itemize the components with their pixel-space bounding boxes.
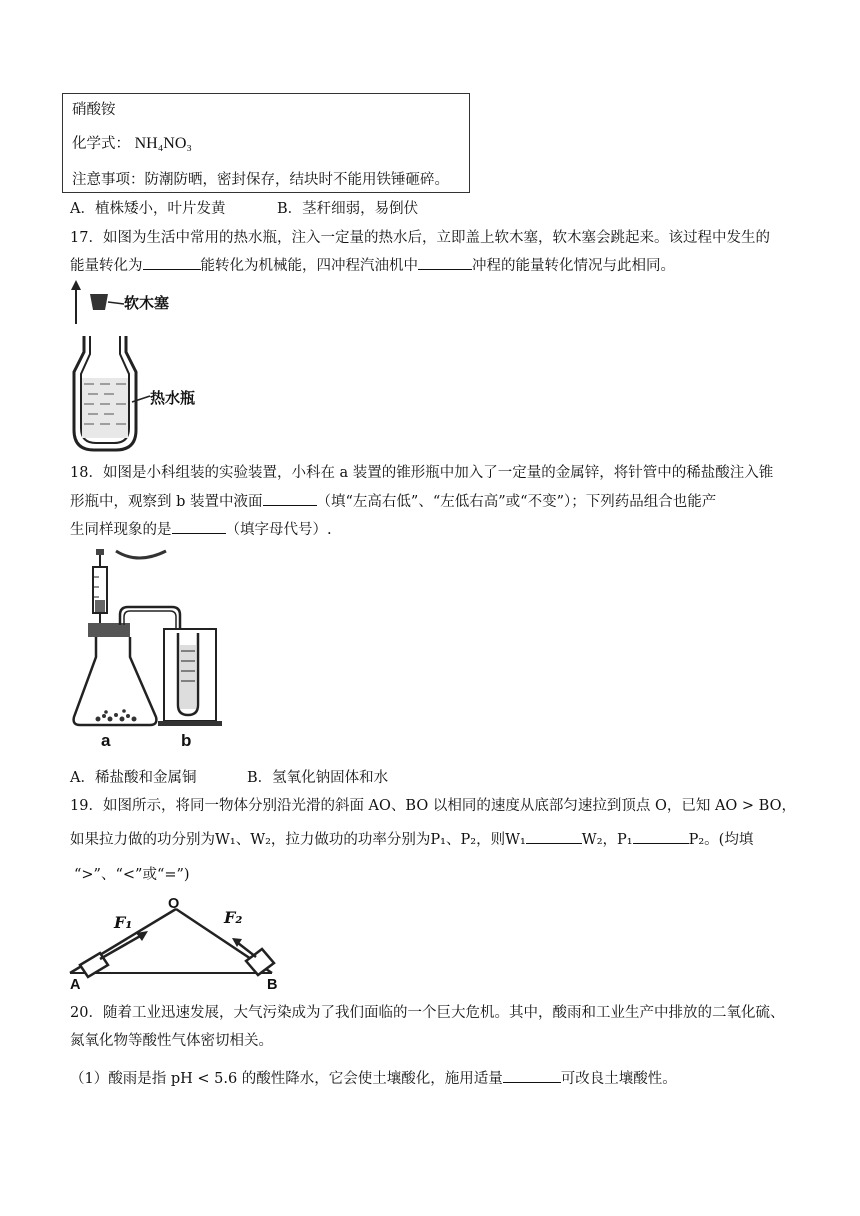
q19-blank-2[interactable] bbox=[633, 829, 689, 844]
q19-line1: 19．如图所示，将同一物体分别沿光滑的斜面 AO、BO 以相同的速度从底部匀速拉到顶点 O，已知 AO > BO， bbox=[70, 798, 796, 814]
point-b-label: B bbox=[267, 977, 278, 993]
q19-blank-1[interactable] bbox=[526, 829, 582, 844]
flask-label-a: a bbox=[101, 731, 111, 750]
q18-option-a: A．稀盐酸和金属铜 bbox=[70, 770, 197, 786]
label-name: 硝酸铵 bbox=[72, 102, 116, 118]
thermos-label: 热水瓶 bbox=[150, 389, 196, 407]
q20-line1: 20．随着工业迅速发展，大气污染成为了我们面临的一个巨大危机。其中，酸雨和工业生产中排放的二氧化硫、 bbox=[70, 1005, 785, 1021]
apparatus-label-b: b bbox=[181, 731, 192, 750]
q18-option-b: B．氢氧化钠固体和水 bbox=[247, 770, 389, 786]
label-note: 注意事项：防潮防晒，密封保存，结块时不能用铁锤砸碎。 bbox=[72, 172, 449, 188]
q19-line3: “>”、“<”或“=”) bbox=[74, 867, 190, 883]
q19-text-a: 如果拉力做的功分别为W₁、W₂，拉力做功的功率分别为P₁、P₂，则W₁ bbox=[70, 832, 526, 848]
q18-text-c: 生同样现象的是 bbox=[70, 522, 172, 538]
q16-option-a: A．植株矮小，叶片发黄 bbox=[70, 201, 226, 217]
q19-text-b: W₂，P₁ bbox=[581, 832, 633, 848]
formula-value: NH₄NO₃ bbox=[134, 135, 192, 152]
label-formula-row bbox=[72, 134, 192, 154]
q20-blank-1[interactable] bbox=[503, 1068, 561, 1083]
point-a-label: A bbox=[70, 977, 81, 993]
q18-text-b: （填“左高右低”、“左低右高”或“不变”）；下列药品组合也能产 bbox=[316, 494, 717, 510]
q17-line2 bbox=[70, 255, 675, 276]
q18-blank-1[interactable] bbox=[263, 491, 317, 506]
q17-text-b: 能转化为机械能，四冲程汽油机中 bbox=[200, 258, 418, 274]
flask-icon bbox=[74, 637, 157, 725]
q17-text-a: 能量转化为 bbox=[70, 258, 143, 274]
q18-text-a: 形瓶中，观察到 b 装置中液面 bbox=[70, 494, 263, 510]
q18-line1: 18．如图是小科组装的实验装置，小科在 a 装置的锥形瓶中加入了一定量的金属锌，将针管中的稀盐酸注入锥 bbox=[70, 465, 774, 481]
vertex-o-label: O bbox=[168, 896, 180, 912]
q17-blank-1[interactable] bbox=[143, 255, 201, 270]
q18-text-d: （填字母代号）. bbox=[225, 522, 332, 538]
apparatus-figure bbox=[68, 545, 228, 755]
q16-option-b: B．茎秆细弱，易倒伏 bbox=[277, 201, 419, 217]
q20-line2: 氮氧化物等酸性气体密切相关。 bbox=[70, 1033, 273, 1049]
q17-text-c: 冲程的能量转化情况与此相同。 bbox=[472, 258, 675, 274]
q20-sub1-text-b: 可改良土壤酸性。 bbox=[560, 1071, 677, 1087]
f1-label: F₁ bbox=[114, 913, 133, 932]
cork-label: 软木塞 bbox=[124, 294, 170, 312]
q19-line2 bbox=[70, 829, 753, 850]
q18-blank-2[interactable] bbox=[172, 519, 226, 534]
fertilizer-label-box bbox=[62, 93, 470, 193]
formula-label: 化学式： bbox=[72, 136, 130, 152]
f2-label: F₂ bbox=[224, 908, 243, 927]
q20-sub1-text-a: （1）酸雨是指 pH < 5.6 的酸性降水，它会使土壤酸化，施用适量 bbox=[70, 1071, 503, 1087]
q19-text-c: P₂。(均填 bbox=[688, 832, 754, 848]
q18-line3 bbox=[70, 519, 332, 540]
cork-icon bbox=[90, 294, 108, 310]
q20-sub1 bbox=[70, 1068, 677, 1089]
q17-blank-2[interactable] bbox=[418, 255, 472, 270]
q18-line2 bbox=[70, 491, 716, 512]
q17-line1: 17．如图为生活中常用的热水瓶，注入一定量的热水后，立即盖上软木塞，软木塞会跳起来。该过程中发生的 bbox=[70, 230, 770, 246]
